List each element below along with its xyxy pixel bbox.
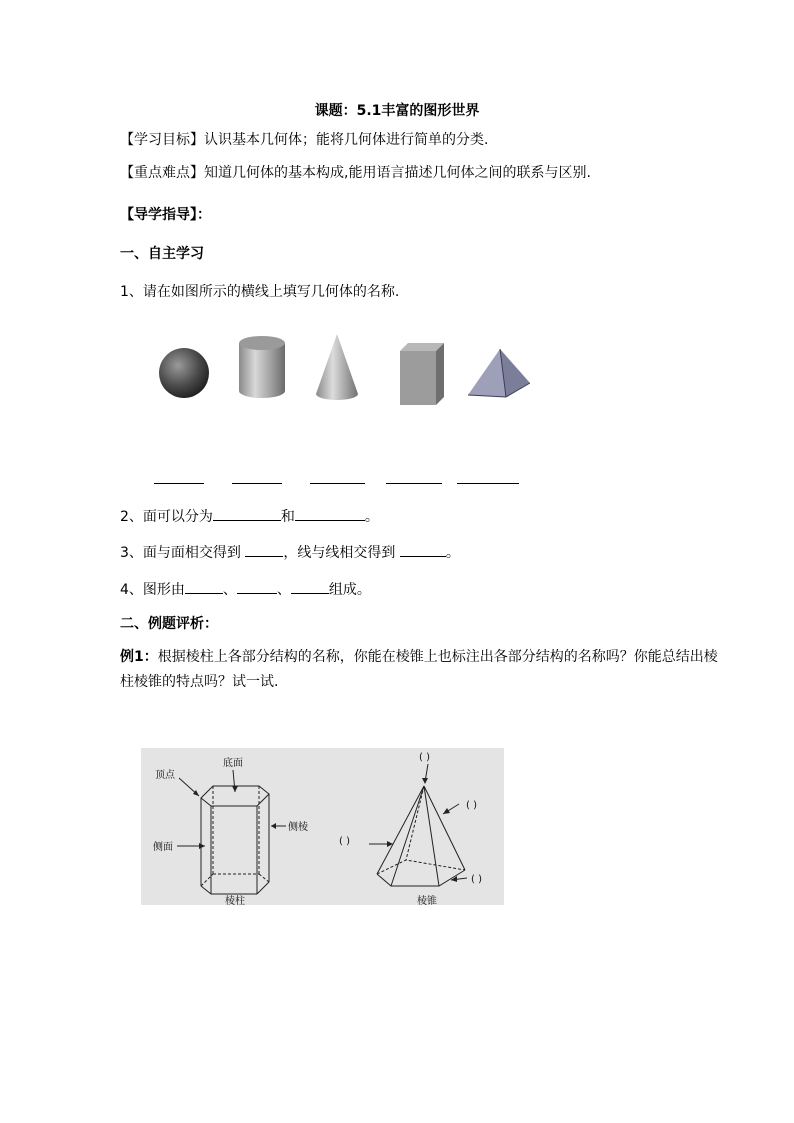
learning-goal-text: 认识基本几何体；能将几何体进行简单的分类. bbox=[204, 132, 489, 148]
label-pyramid-blank-base: ( ) bbox=[471, 874, 482, 885]
label-lateral-face: 侧面 bbox=[153, 842, 173, 853]
question-3-pre: 3、面与面相交得到 bbox=[120, 545, 246, 561]
question-2-mid: 和 bbox=[280, 509, 295, 525]
label-pyramid-blank-face: ( ) bbox=[339, 836, 350, 847]
example-1-line-1 bbox=[120, 647, 718, 667]
question-2 bbox=[120, 506, 379, 527]
question-4-post: 组成。 bbox=[328, 582, 371, 598]
cylinder-icon bbox=[236, 335, 288, 401]
pyramid-diagram bbox=[369, 764, 467, 886]
question-1: 1、请在如图所示的横线上填写几何体的名称. bbox=[120, 284, 400, 300]
cuboid-icon bbox=[396, 341, 448, 407]
sphere-icon bbox=[156, 345, 212, 401]
question-4 bbox=[120, 579, 371, 600]
question-4-pre: 4、图形由 bbox=[120, 582, 185, 598]
key-points-label: 【重点难点】 bbox=[120, 165, 204, 181]
answer-blank-cylinder[interactable] bbox=[232, 483, 282, 484]
answer-blank-q3-a[interactable] bbox=[245, 542, 283, 557]
example-1-line-2: 柱棱锥的特点吗？试一试. bbox=[120, 674, 279, 690]
label-prism: 棱柱 bbox=[225, 896, 245, 905]
label-pyramid-blank-edge: ( ) bbox=[466, 800, 477, 811]
answer-blank-sphere[interactable] bbox=[154, 483, 204, 484]
example-1-text-1: 根据棱柱上各部分结构的名称，你能在棱锥上也标注出各部分结构的名称吗？你能总结出棱 bbox=[157, 649, 718, 665]
answer-blank-pyramid[interactable] bbox=[457, 483, 519, 484]
label-pyramid: 棱锥 bbox=[417, 896, 437, 905]
label-pyramid-blank-apex: ( ) bbox=[419, 752, 430, 763]
label-lateral-edge: 侧棱 bbox=[288, 822, 308, 833]
cone-icon bbox=[313, 332, 361, 402]
section2-heading: 二、例题评析： bbox=[120, 616, 218, 632]
learning-goal bbox=[120, 130, 488, 150]
question-2-post: 。 bbox=[364, 509, 379, 525]
prism-diagram bbox=[177, 770, 286, 894]
question-3 bbox=[120, 542, 460, 563]
learning-goal-label: 【学习目标】 bbox=[120, 132, 204, 148]
answer-blank-q2-b[interactable] bbox=[295, 506, 365, 521]
question-3-mid: ，线与线相交得到 bbox=[283, 545, 400, 561]
question-4-sep-2: 、 bbox=[276, 582, 291, 598]
guide-heading: 【导学指导】： bbox=[120, 207, 211, 223]
section1-heading: 一、自主学习 bbox=[120, 246, 204, 262]
answer-blank-q2-a[interactable] bbox=[213, 506, 281, 521]
answer-blank-q4-b[interactable] bbox=[237, 579, 277, 594]
pyramid-icon bbox=[466, 347, 534, 399]
answer-blank-q4-c[interactable] bbox=[291, 579, 329, 594]
example-1-label: 例1： bbox=[120, 649, 158, 665]
answer-blank-q4-a[interactable] bbox=[185, 579, 223, 594]
question-2-pre: 2、面可以分为 bbox=[120, 509, 213, 525]
label-vertex: 顶点 bbox=[155, 770, 175, 781]
question-4-sep-1: 、 bbox=[222, 582, 237, 598]
answer-blank-cone[interactable] bbox=[310, 483, 365, 484]
label-base: 底面 bbox=[223, 758, 243, 769]
page-title: 课题：5.1丰富的图形世界 bbox=[314, 103, 480, 119]
answer-blank-q3-b[interactable] bbox=[400, 542, 446, 557]
question-3-post: 。 bbox=[445, 545, 460, 561]
answer-blank-cuboid[interactable] bbox=[386, 483, 442, 484]
key-points-text: 知道几何体的基本构成,能用语言描述几何体之间的联系与区别. bbox=[204, 165, 591, 181]
prism-pyramid-figure bbox=[141, 748, 504, 905]
key-points bbox=[120, 163, 591, 183]
